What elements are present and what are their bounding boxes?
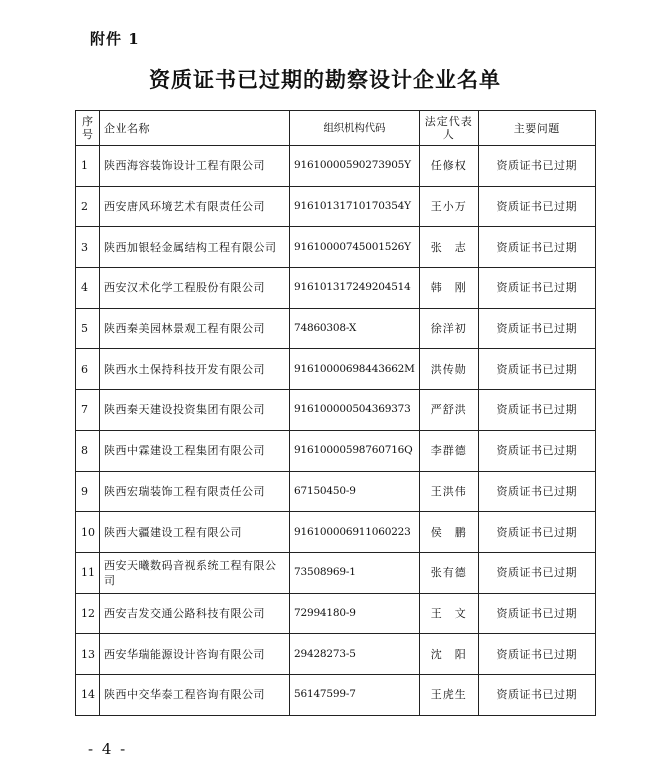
row-legal-rep: 任修权 bbox=[419, 146, 478, 187]
row-no: 9 bbox=[76, 471, 100, 512]
row-main-issue: 资质证书已过期 bbox=[478, 349, 595, 390]
row-no: 10 bbox=[76, 512, 100, 553]
row-company-name: 西安唐风环境艺术有限责任公司 bbox=[100, 186, 290, 227]
table-row bbox=[76, 308, 596, 349]
row-company-name: 陕西秦美园林景观工程有限公司 bbox=[100, 308, 290, 349]
row-company-name: 陕西加银轻金属结构工程有限公司 bbox=[100, 227, 290, 268]
row-no: 2 bbox=[76, 186, 100, 227]
row-company-name: 陕西中交华泰工程咨询有限公司 bbox=[100, 674, 290, 715]
row-company-name: 西安吉发交通公路科技有限公司 bbox=[100, 593, 290, 634]
table-row bbox=[76, 227, 596, 268]
table-row bbox=[76, 186, 596, 227]
row-company-name: 陕西宏瑞装饰工程有限责任公司 bbox=[100, 471, 290, 512]
row-no: 12 bbox=[76, 593, 100, 634]
page-number: - 4 - bbox=[88, 740, 128, 758]
row-legal-rep: 张 志 bbox=[419, 227, 478, 268]
row-legal-rep: 王 文 bbox=[419, 593, 478, 634]
row-no: 3 bbox=[76, 227, 100, 268]
row-legal-rep: 洪传勋 bbox=[419, 349, 478, 390]
table-row bbox=[76, 349, 596, 390]
row-org-code: 91610000590273905Y bbox=[290, 146, 420, 187]
row-org-code: 91610000598760716Q bbox=[290, 430, 420, 471]
row-no: 8 bbox=[76, 430, 100, 471]
row-company-name: 陕西大疆建设工程有限公司 bbox=[100, 512, 290, 553]
company-table bbox=[75, 110, 596, 716]
header-org-code: 组织机构代码 bbox=[290, 111, 420, 146]
attachment-label: 附件 1 bbox=[90, 30, 140, 48]
row-org-code: 916101317249204514 bbox=[290, 268, 420, 309]
row-company-name: 西安华瑞能源设计咨询有限公司 bbox=[100, 634, 290, 675]
row-org-code: 72994180-9 bbox=[290, 593, 420, 634]
row-main-issue: 资质证书已过期 bbox=[478, 186, 595, 227]
row-company-name: 陕西秦天建设投资集团有限公司 bbox=[100, 390, 290, 431]
row-no: 4 bbox=[76, 268, 100, 309]
row-legal-rep: 严舒洪 bbox=[419, 390, 478, 431]
row-legal-rep: 王洪伟 bbox=[419, 471, 478, 512]
row-main-issue: 资质证书已过期 bbox=[478, 552, 595, 593]
header-legal-rep: 法定代表人 bbox=[419, 111, 478, 146]
row-legal-rep: 王小万 bbox=[419, 186, 478, 227]
row-company-name: 陕西中霖建设工程集团有限公司 bbox=[100, 430, 290, 471]
row-legal-rep: 王虎生 bbox=[419, 674, 478, 715]
row-main-issue: 资质证书已过期 bbox=[478, 674, 595, 715]
row-main-issue: 资质证书已过期 bbox=[478, 430, 595, 471]
row-org-code: 56147599-7 bbox=[290, 674, 420, 715]
header-no: 序号 bbox=[76, 111, 100, 146]
table-row bbox=[76, 146, 596, 187]
table-row bbox=[76, 634, 596, 675]
row-main-issue: 资质证书已过期 bbox=[478, 471, 595, 512]
row-main-issue: 资质证书已过期 bbox=[478, 512, 595, 553]
table-header-row bbox=[76, 111, 596, 146]
row-no: 6 bbox=[76, 349, 100, 390]
row-main-issue: 资质证书已过期 bbox=[478, 593, 595, 634]
row-no: 5 bbox=[76, 308, 100, 349]
row-org-code: 29428273-5 bbox=[290, 634, 420, 675]
document-title: 资质证书已过期的勘察设计企业名单 bbox=[149, 67, 501, 92]
row-legal-rep: 张有德 bbox=[419, 552, 478, 593]
row-main-issue: 资质证书已过期 bbox=[478, 308, 595, 349]
row-main-issue: 资质证书已过期 bbox=[478, 634, 595, 675]
table-row bbox=[76, 674, 596, 715]
row-org-code: 91610000745001526Y bbox=[290, 227, 420, 268]
row-no: 14 bbox=[76, 674, 100, 715]
row-legal-rep: 侯 鹏 bbox=[419, 512, 478, 553]
table-row bbox=[76, 390, 596, 431]
table-row bbox=[76, 512, 596, 553]
row-org-code: 916100006911060223 bbox=[290, 512, 420, 553]
row-company-name: 西安天曦数码音视系统工程有限公司 bbox=[100, 552, 290, 593]
row-org-code: 67150450-9 bbox=[290, 471, 420, 512]
row-no: 13 bbox=[76, 634, 100, 675]
row-company-name: 陕西水土保持科技开发有限公司 bbox=[100, 349, 290, 390]
row-org-code: 91610131710170354Y bbox=[290, 186, 420, 227]
row-org-code: 74860308-X bbox=[290, 308, 420, 349]
header-main-issue: 主要问题 bbox=[478, 111, 595, 146]
row-no: 7 bbox=[76, 390, 100, 431]
row-no: 1 bbox=[76, 146, 100, 187]
row-legal-rep: 沈 阳 bbox=[419, 634, 478, 675]
row-company-name: 西安汉术化学工程股份有限公司 bbox=[100, 268, 290, 309]
row-no: 11 bbox=[76, 552, 100, 593]
table-row bbox=[76, 471, 596, 512]
row-legal-rep: 韩 刚 bbox=[419, 268, 478, 309]
table-row bbox=[76, 552, 596, 593]
row-main-issue: 资质证书已过期 bbox=[478, 227, 595, 268]
table-row bbox=[76, 593, 596, 634]
row-org-code: 91610000698443662M bbox=[290, 349, 420, 390]
table-row bbox=[76, 268, 596, 309]
row-legal-rep: 徐洋初 bbox=[419, 308, 478, 349]
header-company-name: 企业名称 bbox=[100, 111, 290, 146]
row-org-code: 73508969-1 bbox=[290, 552, 420, 593]
row-org-code: 916100000504369373 bbox=[290, 390, 420, 431]
table-row bbox=[76, 430, 596, 471]
row-main-issue: 资质证书已过期 bbox=[478, 146, 595, 187]
row-main-issue: 资质证书已过期 bbox=[478, 268, 595, 309]
row-legal-rep: 李群德 bbox=[419, 430, 478, 471]
row-company-name: 陕西海容装饰设计工程有限公司 bbox=[100, 146, 290, 187]
row-main-issue: 资质证书已过期 bbox=[478, 390, 595, 431]
